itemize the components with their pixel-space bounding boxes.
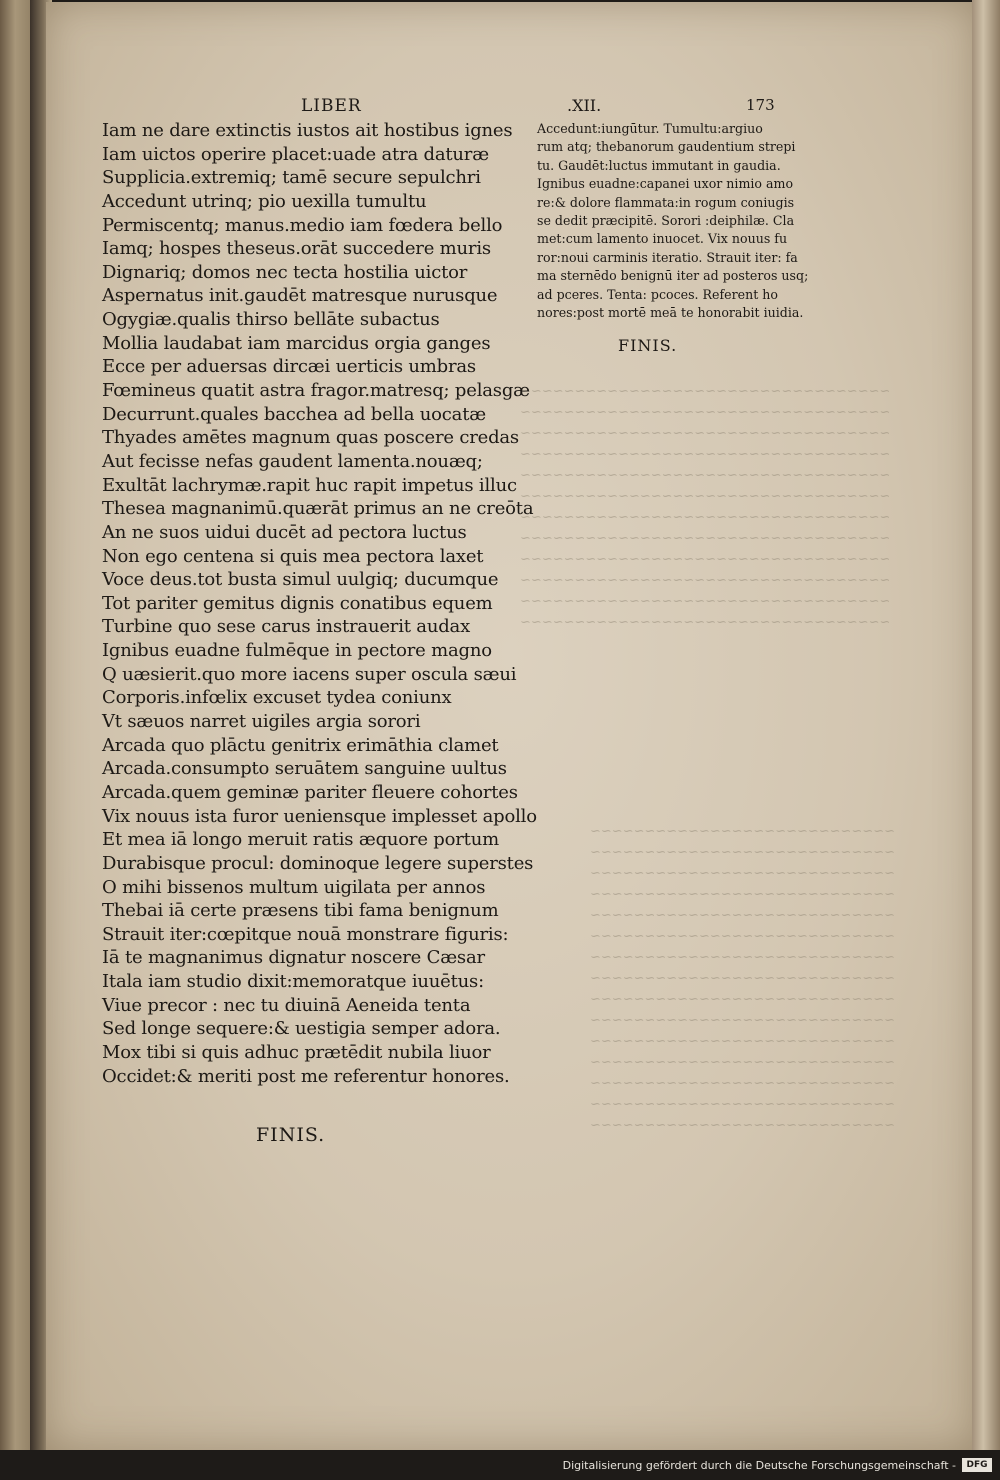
commentary-line: ror:noui carminis iteratio. Strauit iter: fa <box>537 249 798 265</box>
verse-line: Supplicia.extremiq; tamē secure sepulchri <box>102 167 481 189</box>
verse-line: Mollia laudabat iam marcidus orgia ganges <box>102 332 491 354</box>
verse-line: Vix nouus ista furor ueniensque implesset apollo <box>102 805 537 827</box>
commentary-column <box>537 120 817 322</box>
verse-line: Voce deus.tot busta simul uulgiq; ducumque <box>102 569 499 591</box>
verse-line: Ecce per aduersas dircæi uerticis umbras <box>102 356 476 378</box>
verse-line: Thyades amētes magnum quas poscere credas <box>102 427 519 449</box>
verse-line: Occidet:& meriti post me referentur honores. <box>102 1065 510 1087</box>
verse-line: Non ego centena si quis mea pectora laxet <box>102 545 484 567</box>
book-number: .XII. <box>567 96 602 115</box>
verse-line: Vt sæuos narret uigiles argia sorori <box>102 711 421 733</box>
verse-line: Mox tibi si quis adhuc prætēdit nubila liuor <box>102 1041 491 1063</box>
verse-line: O mihi bissenos multum uigilata per annos <box>102 876 486 898</box>
finis-verse: FINIS. <box>256 1124 326 1146</box>
verse-line: Accedunt utrinq; pio uexilla tumultu <box>102 190 427 212</box>
verse-line: Decurrunt.quales bacchea ad bella uocatæ <box>102 403 486 425</box>
verse-line: Iā te magnanimus dignatur noscere Cæsar <box>102 947 485 969</box>
previous-page-edge <box>0 0 34 1450</box>
show-through-text: ~~~~~~~~~~~~~~~~~~~~~~~~~~~~~~~~~~ ~~~~~~~~~~~~~~~~~~~~~~~~~~~~~~~~~~ ~~~~~~~~~~~~~~~~~~~~~~~~~~~~~~~~~~ ~~~~~~~~~~~~~~~~~~~~~~~~~~~~~~~~~~ ~~~~~~~~~~~~~~~~~~~~~~~~~~~~~~~~~~ ~~~~~~~~~~~~~~~~~~~~~~~~~~~~~~~~~~ ~~~~~~~~~~~~~~~~~~~~~~~~~~~~~~~~~~ ~~~~~~~~~~~~~~~~~~~~~~~~~~~~~~~~~~ ~~~~~~~~~~~~~~~~~~~~~~~~~~~~~~~~~~ ~~~~~~~~~~~~~~~~~~~~~~~~~~~~~~~~~~ ~~~~~~~~~~~~~~~~~~~~~~~~~~~~~~~~~~ ~~~~~~~~~~~~~~~~~~~~~~~~~~~~~~~~~~ <box>520 384 891 630</box>
commentary-line: Accedunt:iungūtur. Tumultu:argiuo <box>537 121 763 136</box>
verse-line: Ogygiæ.qualis thirso bellāte subactus <box>102 309 440 331</box>
folio-number: 173 <box>746 96 775 114</box>
verse-line: Q uæsierit.quo more iacens super oscula sæui <box>102 663 517 685</box>
verse-line: An ne suos uidui ducēt ad pectora luctus <box>102 521 467 543</box>
verse-line: Thesea magnanimū.quærāt primus an ne creōta <box>102 498 534 520</box>
verse-line: Turbine quo sese carus instrauerit audax <box>102 616 471 638</box>
commentary-line: Ignibus euadne:capanei uxor nimio amo <box>537 176 794 192</box>
page-fore-edge <box>972 0 1000 1450</box>
commentary-line: met:cum lamento inuocet. Vix nouus fu <box>537 231 788 247</box>
verse-line: Aut fecisse nefas gaudent lamenta.nouæq; <box>102 450 483 472</box>
show-through-text: ~~~~~~~~~~~~~~~~~~~~~~~~~~~~ ~~~~~~~~~~~~~~~~~~~~~~~~~~~~ ~~~~~~~~~~~~~~~~~~~~~~~~~~~~ ~~~~~~~~~~~~~~~~~~~~~~~~~~~~ ~~~~~~~~~~~~~~~~~~~~~~~~~~~~ ~~~~~~~~~~~~~~~~~~~~~~~~~~~~ ~~~~~~~~~~~~~~~~~~~~~~~~~~~~ ~~~~~~~~~~~~~~~~~~~~~~~~~~~~ ~~~~~~~~~~~~~~~~~~~~~~~~~~~~ ~~~~~~~~~~~~~~~~~~~~~~~~~~~~ ~~~~~~~~~~~~~~~~~~~~~~~~~~~~ ~~~~~~~~~~~~~~~~~~~~~~~~~~~~ ~~~~~~~~~~~~~~~~~~~~~~~~~~~~ ~~~~~~~~~~~~~~~~~~~~~~~~~~~~ ~~~~~~~~~~~~~~~~~~~~~~~~~~~~ <box>590 824 895 1133</box>
verse-line: Tot pariter gemitus dignis conatibus equem <box>102 592 493 614</box>
commentary-line: rum atq; thebanorum gaudentium strepi <box>537 139 796 155</box>
verse-line: Permiscentq; manus.medio iam fœdera bello <box>102 214 503 236</box>
commentary-line: re:& dolore flammata:in rogum coniugis <box>537 194 795 210</box>
verse-line: Sed longe sequere:& uestigia semper adora. <box>102 1018 501 1040</box>
verse-line: Arcada.quem geminæ pariter fleuere cohortes <box>102 781 518 803</box>
verse-line: Strauit iter:cœpitque nouā monstrare figuris: <box>102 923 509 945</box>
verse-line: Iam uictos operire placet:uade atra daturæ <box>102 143 489 165</box>
verse-line: Dignariq; domos nec tecta hostilia uictor <box>102 261 468 283</box>
verse-line: Durabisque procul: dominoque legere superstes <box>102 852 534 874</box>
verse-line: Et mea iā longo meruit ratis æquore portum <box>102 829 499 851</box>
dfg-logo: DFG <box>962 1458 992 1472</box>
verse-line: Arcada quo plāctu genitrix erimāthia clamet <box>102 734 499 756</box>
verse-line: Iamq; hospes theseus.orāt succedere muris <box>102 238 491 260</box>
verse-line: Viue precor : nec tu diuinā Aeneida tenta <box>102 994 471 1016</box>
commentary-line: tu. Gaudēt:luctus immutant in gaudia. <box>537 157 781 173</box>
verse-line: Corporis.infœlix excuset tydea coniunx <box>102 687 452 709</box>
verse-line: Exultāt lachrymæ.rapit huc rapit impetus illuc <box>102 474 517 496</box>
commentary-line: se dedit præcipitē. Sorori :deiphilæ. Cla <box>537 212 795 228</box>
verse-line: Arcada.consumpto seruātem sanguine uultus <box>102 758 507 780</box>
footer-credit: Digitalisierung gefördert durch die Deutsche Forschungsgemeinschaft - <box>562 1459 956 1472</box>
verse-line: Fœmineus quatit astra fragor.matresq; pelasgæ <box>102 380 530 402</box>
verse-line: Iam ne dare extinctis iustos ait hostibus ignes <box>102 120 513 141</box>
commentary-line: ad pceres. Tenta: pcoces. Referent ho <box>537 286 778 302</box>
commentary-line: ma sternēdo benignū iter ad posteros usq; <box>537 268 809 284</box>
verse-column <box>102 119 537 1088</box>
verse-line: Aspernatus init.gaudēt matresque nurusque <box>102 285 498 307</box>
verse-line: Thebai iā certe præsens tibi fama benignum <box>102 900 499 922</box>
commentary-line: nores:post mortē meā te honorabit iuidia. <box>537 304 804 320</box>
verse-line: Ignibus euadne fulmēque in pectore magno <box>102 640 492 662</box>
finis-commentary: FINIS. <box>618 336 678 355</box>
running-title: LIBER <box>301 96 362 116</box>
verse-line: Itala iam studio dixit:memoratque iuuētus: <box>102 971 484 993</box>
